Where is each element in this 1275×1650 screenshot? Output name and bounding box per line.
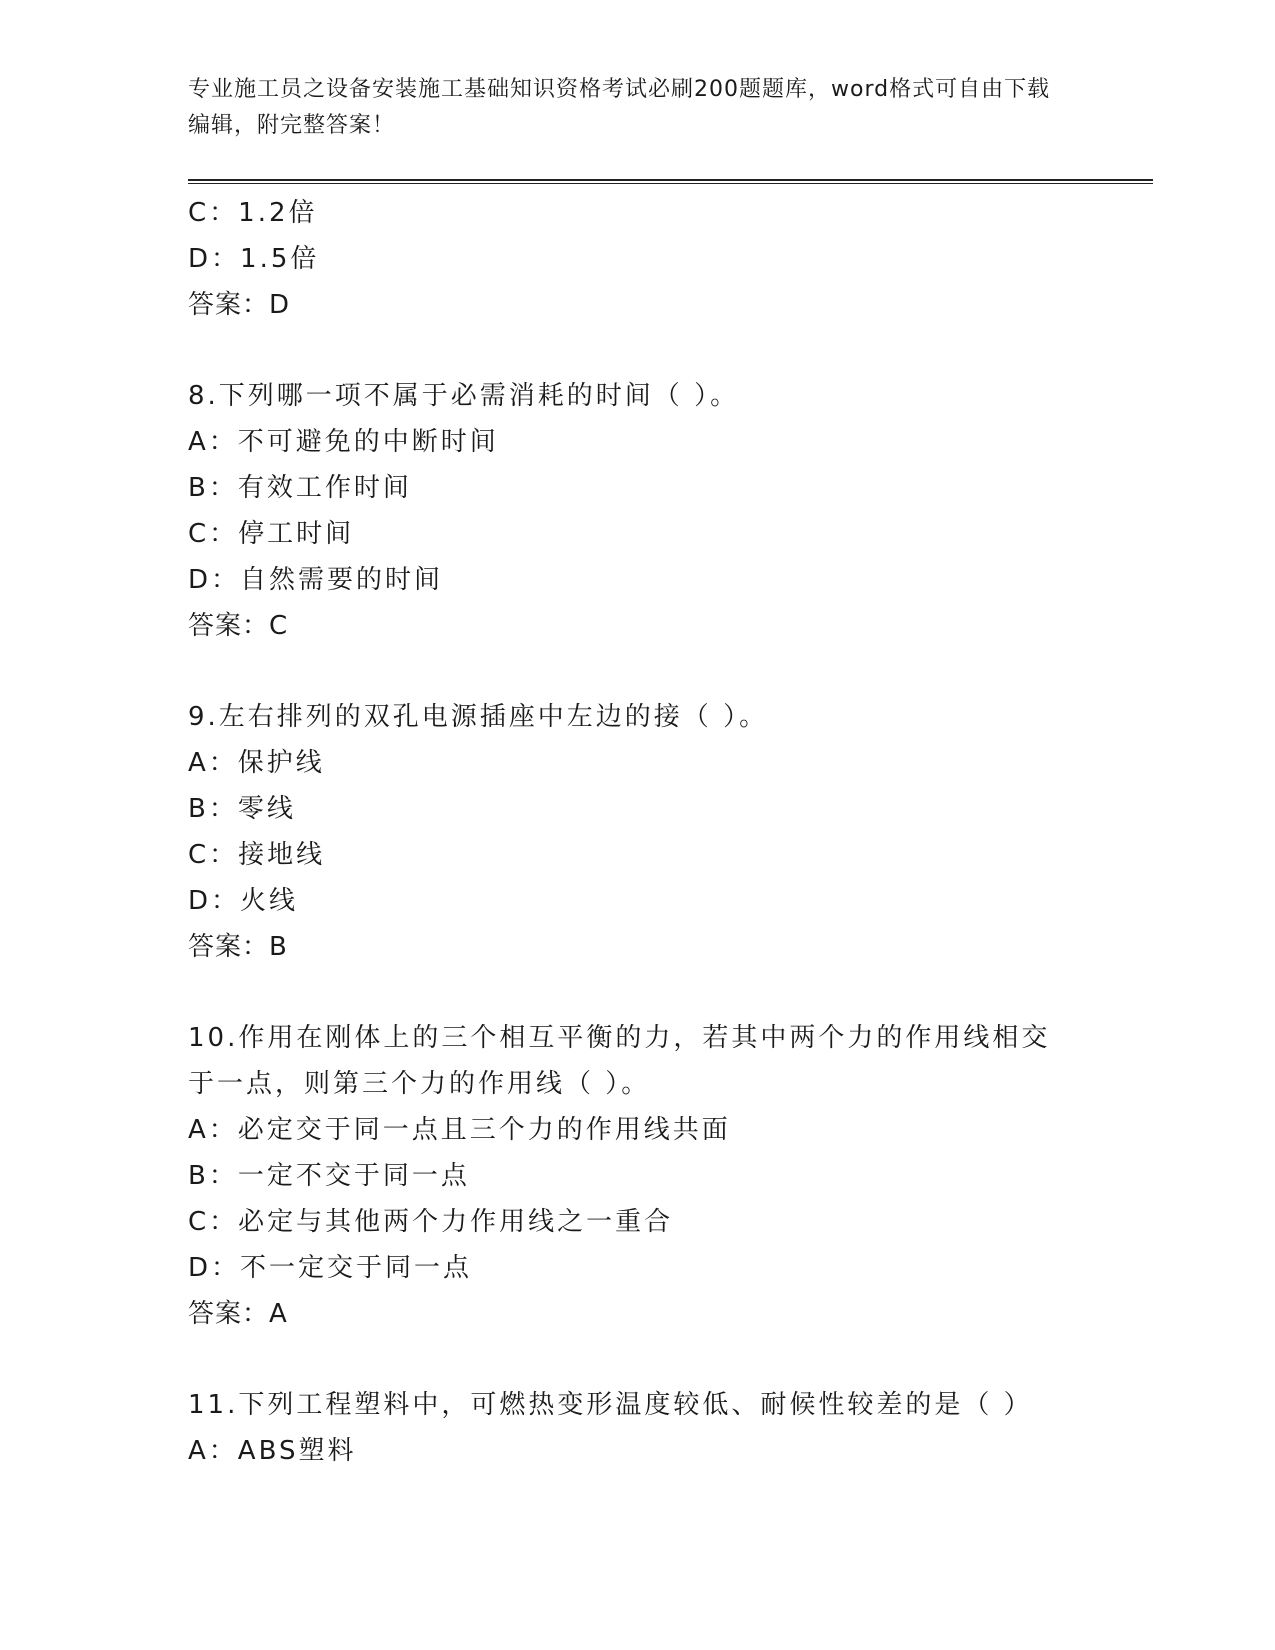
question-10 <box>188 1015 1088 1337</box>
option-d: D：不一定交于同一点 <box>188 1253 473 1283</box>
document-body <box>188 190 1088 1474</box>
question-stem: 11.下列工程塑料中，可燃热变形温度较低、耐候性较差的是（ ） <box>188 1390 1033 1420</box>
question-stem: 9.左右排列的双孔电源插座中左边的接（ ）。 <box>188 702 769 732</box>
option-d: D：自然需要的时间 <box>188 565 444 595</box>
question-7-continuation <box>188 190 1088 328</box>
question-11 <box>188 1382 1088 1474</box>
option-d: D：火线 <box>188 886 299 916</box>
question-9 <box>188 694 1088 970</box>
option-b: B：一定不交于同一点 <box>188 1161 470 1191</box>
question-stem: 10.作用在刚体上的三个相互平衡的力，若其中两个力的作用线相交于一点，则第三个力的作用线（ ）。 <box>188 1023 1051 1099</box>
header-divider-thick <box>188 179 1153 181</box>
answer-line: 答案：D <box>188 290 291 320</box>
answer-line: 答案：A <box>188 1299 288 1329</box>
document-header: 专业施工员之设备安装施工基础知识资格考试必刷200题题库，word格式可自由下载编辑，附完整答案！ <box>188 77 1051 138</box>
option-b: B：零线 <box>188 794 296 824</box>
answer-line: 答案：B <box>188 932 288 962</box>
option-c: C：1.2倍 <box>188 198 318 228</box>
option-a: A：必定交于同一点且三个力的作用线共面 <box>188 1115 731 1145</box>
option-c: C：停工时间 <box>188 519 355 549</box>
option-a: A：不可避免的中断时间 <box>188 427 499 457</box>
option-a: A：ABS塑料 <box>188 1436 357 1466</box>
option-c: C：接地线 <box>188 840 326 870</box>
option-d: D：1.5倍 <box>188 244 320 274</box>
answer-line: 答案：C <box>188 611 289 641</box>
option-a: A：保护线 <box>188 748 325 778</box>
header-divider-thin <box>188 183 1153 184</box>
question-stem: 8.下列哪一项不属于必需消耗的时间（ ）。 <box>188 381 740 411</box>
option-b: B：有效工作时间 <box>188 473 412 503</box>
question-8 <box>188 373 1088 649</box>
option-c: C：必定与其他两个力作用线之一重合 <box>188 1207 674 1237</box>
